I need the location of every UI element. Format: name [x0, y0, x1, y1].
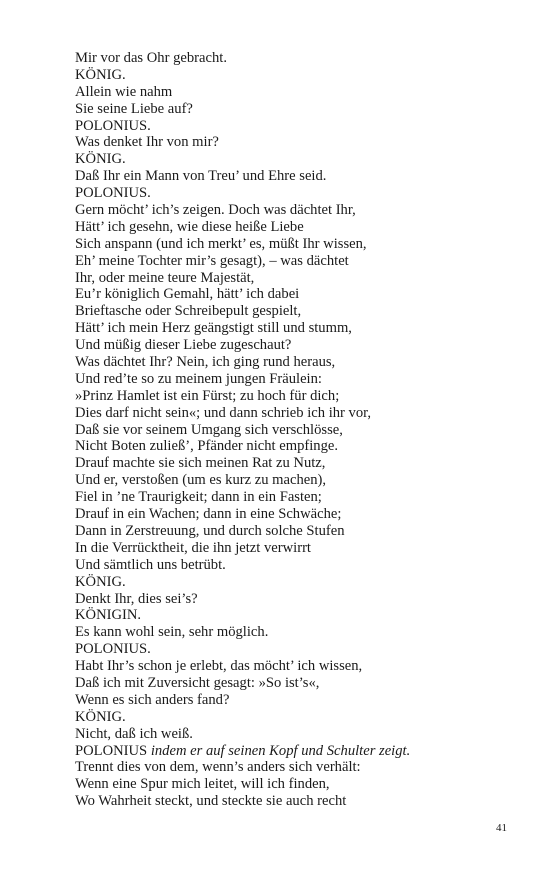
text-line: [75, 422, 515, 439]
line-text: »Prinz Hamlet ist ein Fürst; zu hoch für dich;: [75, 387, 340, 404]
text-line: [75, 371, 515, 388]
line-text: Drauf machte sie sich meinen Rat zu Nutz,: [75, 455, 326, 472]
text-line: [75, 286, 515, 303]
line-text: Dies darf nicht sein«; und dann schrieb ich ihr vor,: [75, 404, 372, 421]
line-text: Und er, verstoßen (um es kurz zu machen),: [75, 472, 327, 489]
line-text: Drauf in ein Wachen; dann in eine Schwäche;: [75, 506, 342, 523]
line-text: Was denket Ihr von mir?: [75, 134, 219, 151]
line-text: Und müßig dieser Liebe zugeschaut?: [75, 337, 292, 354]
text-line: [75, 337, 515, 354]
line-text: POLONIUS.: [75, 641, 151, 658]
text-line: [75, 523, 515, 540]
text-line: [75, 591, 515, 608]
text-line: [75, 405, 515, 422]
line-text: Ihr, oder meine teure Majestät,: [75, 269, 255, 286]
line-text: KÖNIG.: [75, 66, 126, 83]
line-text: Brieftasche oder Schreibepult gespielt,: [75, 303, 302, 320]
line-text: Trennt dies von dem, wenn’s anders sich verhält:: [75, 759, 361, 776]
text-line: [75, 50, 515, 67]
text-line: [75, 506, 515, 523]
page-number: 41: [496, 822, 507, 834]
line-text: Wenn eine Spur mich leitet, will ich finden,: [75, 776, 330, 793]
text-line: [75, 692, 515, 709]
line-text: Sie seine Liebe auf?: [75, 100, 193, 117]
text-line: [75, 726, 515, 743]
line-text: Allein wie nahm: [75, 83, 173, 100]
play-text: [75, 50, 515, 810]
text-line: [75, 641, 515, 658]
line-text: Daß Ihr ein Mann von Treu’ und Ehre seid.: [75, 168, 327, 185]
text-line: [75, 607, 515, 624]
line-text: Daß sie vor seinem Umgang sich verschlösse,: [75, 421, 343, 438]
text-line: [75, 455, 515, 472]
line-text: KÖNIG.: [75, 151, 126, 168]
line-text: Habt Ihr’s schon je erlebt, das möcht’ ich wissen,: [75, 658, 363, 675]
line-text: Fiel in ’ne Traurigkeit; dann in ein Fasten;: [75, 489, 322, 506]
text-line: [75, 675, 515, 692]
line-text: Eh’ meine Tochter mir’s gesagt), – was dächtet: [75, 252, 349, 269]
text-line: [75, 67, 515, 84]
line-text: Und sämtlich uns betrübt.: [75, 556, 226, 573]
text-line: [75, 118, 515, 135]
text-line: [75, 709, 515, 726]
text-line: [75, 472, 515, 489]
stage-direction: indem er auf seinen Kopf und Schulter zeigt.: [150, 742, 411, 759]
line-text: Dann in Zerstreuung, und durch solche Stufen: [75, 522, 345, 539]
text-line: [75, 776, 515, 793]
line-text: Wenn es sich anders fand?: [75, 691, 230, 708]
text-line: [75, 557, 515, 574]
text-line: [75, 574, 515, 591]
line-text: Nicht, daß ich weiß.: [75, 725, 193, 742]
text-line: [75, 320, 515, 337]
text-line: [75, 303, 515, 320]
line-text: Mir vor das Ohr gebracht.: [75, 50, 227, 66]
line-text: Nicht Boten zuließ’, Pfänder nicht empfinge.: [75, 438, 339, 455]
text-line: [75, 438, 515, 455]
text-line: [75, 540, 515, 557]
line-text: POLONIUS.: [75, 117, 151, 134]
line-text: In die Verrücktheit, die ihn jetzt verwirrt: [75, 539, 311, 556]
line-text: Gern möcht’ ich’s zeigen. Doch was dächtet Ihr,: [75, 202, 356, 219]
line-text: Und red’te so zu meinem jungen Fräulein:: [75, 370, 322, 387]
line-text: Es kann wohl sein, sehr möglich.: [75, 624, 269, 641]
line-text: Sich anspann (und ich merkt’ es, müßt Ihr wissen,: [75, 235, 367, 252]
text-line: [75, 84, 515, 101]
line-text: KÖNIG.: [75, 708, 126, 725]
text-line: [75, 270, 515, 287]
line-text: POLONIUS.: [75, 185, 151, 202]
text-line: [75, 388, 515, 405]
line-text: Eu’r königlich Gemahl, hätt’ ich dabei: [75, 286, 300, 303]
text-line: [75, 489, 515, 506]
text-line: [75, 354, 515, 371]
line-text: Denkt Ihr, dies sei’s?: [75, 590, 198, 607]
text-line: [75, 202, 515, 219]
line-text: KÖNIG.: [75, 573, 126, 590]
text-line: [75, 101, 515, 118]
text-line: [75, 743, 515, 760]
text-line: [75, 168, 515, 185]
text-line: [75, 134, 515, 151]
text-line: [75, 151, 515, 168]
line-text: Hätt’ ich mein Herz geängstigt still und stumm,: [75, 320, 352, 337]
line-text: Hätt’ ich gesehn, wie diese heiße Liebe: [75, 218, 304, 235]
text-line: [75, 624, 515, 641]
text-line: [75, 185, 515, 202]
line-text: KÖNIGIN.: [75, 607, 142, 624]
line-text: Wo Wahrheit steckt, und steckte sie auch recht: [75, 793, 347, 810]
text-line: [75, 658, 515, 675]
line-text: Daß ich mit Zuversicht gesagt: »So ist’s«,: [75, 674, 320, 691]
text-line: [75, 236, 515, 253]
line-text: Was dächtet Ihr? Nein, ich ging rund heraus,: [75, 354, 336, 371]
text-line: [75, 253, 515, 270]
text-line: [75, 219, 515, 236]
line-text: POLONIUS: [75, 742, 148, 759]
text-line: [75, 759, 515, 776]
text-line: [75, 793, 515, 810]
